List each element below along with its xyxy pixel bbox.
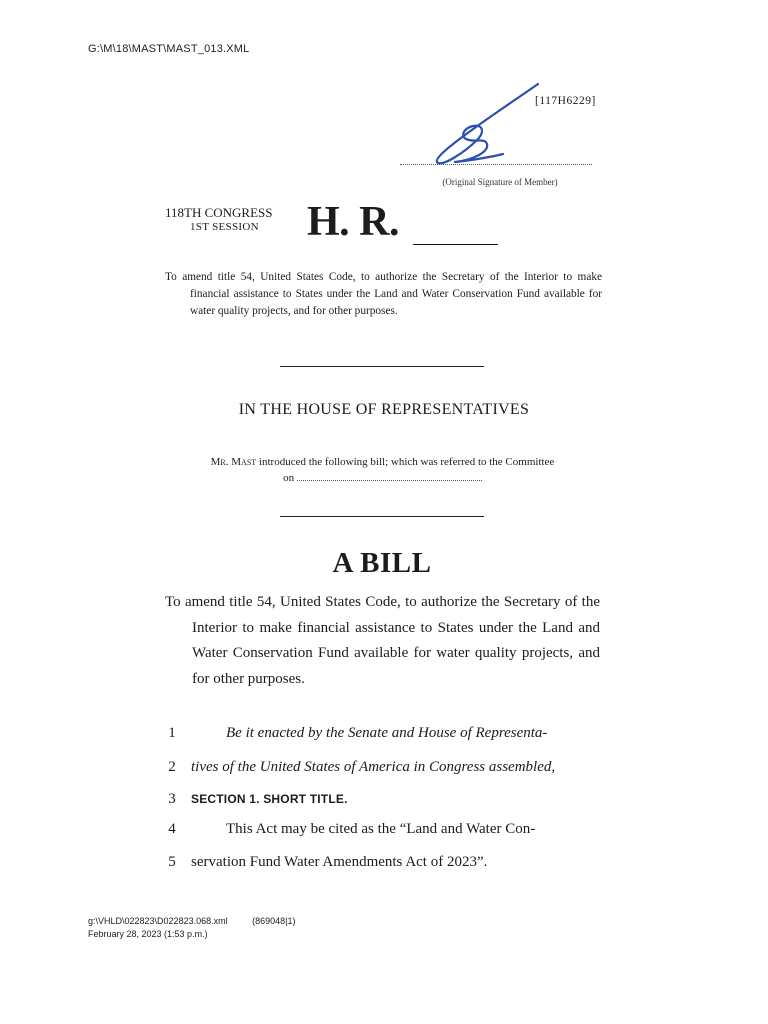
member-signature [425, 80, 545, 170]
introduction-text [165, 454, 600, 486]
committee-blank [297, 471, 482, 481]
bill-line [165, 852, 605, 872]
introduction-body: introduced the following bill; which was referred to the Committee [256, 456, 555, 468]
line-number: 4 [168, 821, 176, 837]
bill-type-label: H. R. [307, 199, 399, 245]
section-heading: SECTION 1. SHORT TITLE. [191, 792, 348, 806]
bill-line [165, 819, 605, 839]
bill-line [165, 757, 605, 777]
divider-rule [280, 366, 484, 367]
sponsor-name: Mr. Mast [210, 456, 257, 468]
line-number: 5 [168, 854, 176, 870]
bill-title: A BILL [332, 547, 432, 579]
signature-caption: (Original Signature of Member) [442, 177, 558, 187]
committee-on-label: on [283, 472, 295, 484]
document-footer [88, 915, 295, 941]
bill-purpose: To amend title 54, United States Code, to authorize the Secretary of the Interior to make financial assistance to States under the Land and Water Conservation Fund available for water quality projects, and for other purposes. [165, 594, 600, 687]
bill-line [165, 789, 605, 809]
line-number: 3 [168, 791, 176, 807]
session-label: 1ST SESSION [190, 221, 259, 233]
file-path: G:\M\18\MAST\MAST_013.XML [88, 43, 250, 55]
bill-number-blank [413, 244, 498, 245]
line-text: This Act may be cited as the “Land and Water Con- [226, 821, 536, 837]
bill-line [165, 723, 605, 743]
signature-line [400, 164, 592, 165]
footer-code: (869048|1) [252, 916, 296, 926]
divider-rule [280, 516, 484, 517]
house-heading: IN THE HOUSE OF REPRESENTATIVES [238, 401, 530, 418]
line-text: servation Fund Water Amendments Act of 2023”. [191, 854, 488, 870]
line-text: Be it enacted by the Senate and House of Representa- [226, 725, 548, 741]
footer-date: February 28, 2023 (1:53 p.m.) [88, 929, 208, 939]
line-number: 1 [168, 725, 176, 741]
footer-path: g:\VHLD\022823\D022823.068.xml [88, 916, 228, 926]
line-text: tives of the United States of America in Congress assembled, [191, 759, 556, 775]
bill-summary: To amend title 54, United States Code, to authorize the Secretary of the Interior to make financial assistance to States under the Land and Water Conservation Fund available for water quality projects, and for other purposes. [165, 271, 602, 317]
congress-number: 118TH CONGRESS [165, 205, 273, 220]
line-number: 2 [168, 759, 176, 775]
document-number: [117H6229] [535, 95, 596, 107]
